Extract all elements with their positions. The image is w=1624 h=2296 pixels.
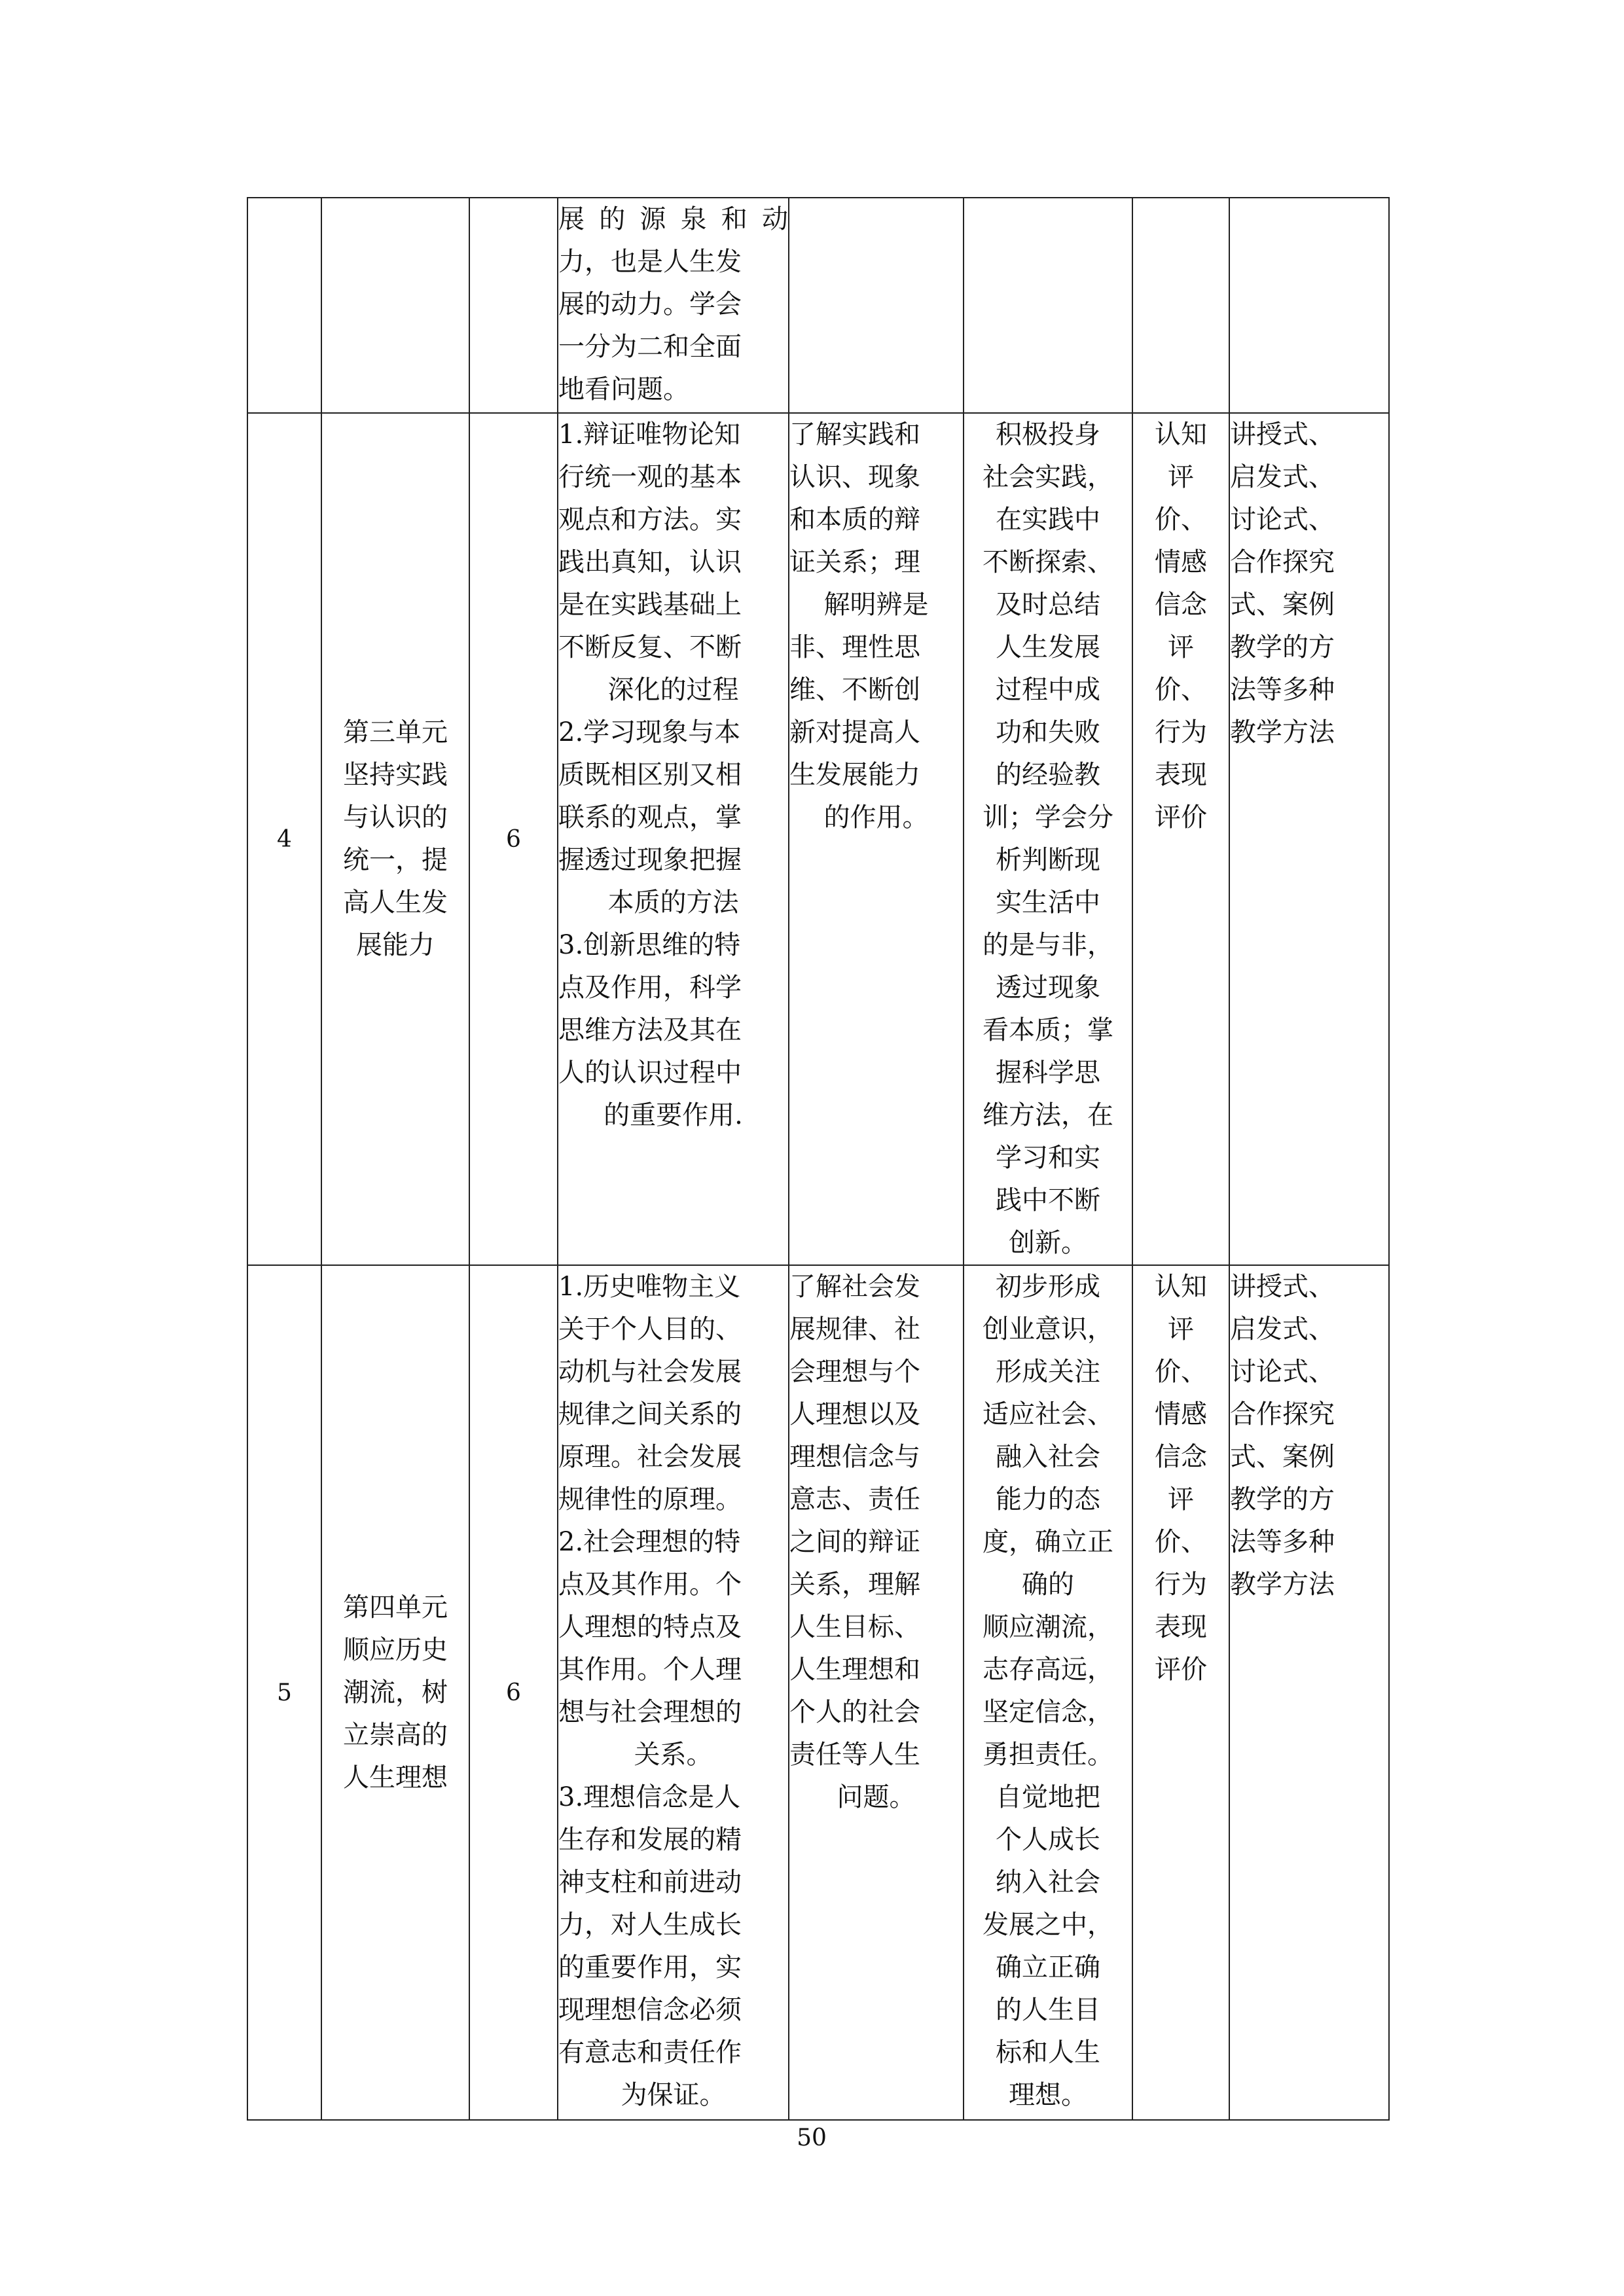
text-line: 为保证。 [621, 2080, 726, 2110]
teaching-content-cell [558, 1265, 789, 2120]
text-line: 标和人生 [996, 2037, 1100, 2068]
text-line: 个人成长 [996, 1825, 1100, 1855]
text-line: 2.学习现象与本 [558, 717, 741, 747]
text-line: 其作用。个人理 [558, 1655, 742, 1685]
text-line: 践出真知，认识 [558, 547, 742, 577]
text-line: 纳入社会 [996, 1867, 1100, 1897]
text-line: 想与社会理想的 [558, 1697, 742, 1727]
text-line: 人理想的特点及 [558, 1612, 742, 1642]
text-line: 维、不断创 [789, 675, 920, 705]
evaluation-cell [1132, 1265, 1229, 2120]
text-line: 行为 [1155, 717, 1207, 747]
text-line: 非、理性思 [789, 632, 920, 662]
text-line: 深化的过程 [607, 675, 739, 705]
text-line: 第三单元 [343, 717, 448, 747]
text-line: 过程中成 [996, 675, 1100, 705]
text-line: 顺应潮流， [983, 1612, 1113, 1642]
text-line: 及时总结 [996, 590, 1100, 620]
unit-number: 5 [277, 1679, 292, 1706]
text-line: 展的源泉和动 [558, 204, 788, 234]
unit-title-cell [321, 413, 469, 1265]
text-line: 责任等人生 [789, 1740, 920, 1770]
text-line: 1.历史唯物主义 [558, 1272, 741, 1302]
text-line: 践中不断 [996, 1185, 1100, 1215]
text-line: 点及其作用。个 [558, 1570, 742, 1600]
text-line: 确立正确 [996, 1952, 1100, 1982]
text-line: 之间的辩证 [789, 1527, 920, 1557]
text-line: 认知 [1155, 420, 1207, 450]
text-line: 评 [1168, 1314, 1194, 1344]
text-line: 关系，理解 [789, 1570, 920, 1600]
text-line: 训；学会分 [983, 802, 1113, 833]
text-line: 人生理想和 [789, 1655, 920, 1685]
text-line: 神支柱和前进动 [558, 1867, 742, 1897]
text-line: 统一，提 [343, 845, 448, 875]
text-line: 会理想与个 [789, 1357, 920, 1387]
text-line: 立崇高的 [343, 1719, 448, 1750]
class-hours: 6 [506, 1679, 521, 1706]
evaluation-cell [1132, 413, 1229, 1265]
text-line: 了解社会发 [789, 1272, 920, 1302]
text-line: 新对提高人 [789, 717, 920, 747]
text-line: 融入社会 [996, 1442, 1100, 1472]
attitude-goal-cell [964, 198, 1132, 413]
page-number: 50 [797, 2125, 827, 2151]
attitude-goal-cell [964, 1265, 1132, 2120]
text-line: 的人生目 [996, 1995, 1100, 2025]
text-line: 关系。 [634, 1740, 713, 1770]
text-line: 教学的方 [1230, 632, 1335, 662]
text-line: 功和失败 [996, 717, 1100, 747]
text-line: 初步形成 [996, 1272, 1100, 1302]
text-line: 和本质的辩 [789, 505, 920, 535]
text-line: 实生活中 [996, 888, 1100, 918]
text-line: 认知 [1155, 1272, 1207, 1302]
text-line: 理想。 [1009, 2080, 1087, 2110]
text-line: 教学方法 [1230, 1570, 1335, 1600]
text-line: 是在实践基础上 [558, 590, 742, 620]
text-line: 的重要作用，实 [558, 1952, 742, 1982]
text-line: 质既相区别又相 [558, 760, 742, 790]
class-hours-cell [469, 413, 558, 1265]
text-line: 人生发展 [996, 632, 1100, 662]
text-line: 志存高远， [983, 1655, 1113, 1685]
text-line: 联系的观点，掌 [558, 802, 742, 833]
text-line: 讨论式、 [1230, 505, 1335, 535]
text-line: 关于个人目的、 [558, 1314, 742, 1344]
text-line: 度，确立正 [983, 1527, 1113, 1557]
syllabus-table [247, 197, 1390, 2121]
text-line: 展规律、社 [789, 1314, 920, 1344]
text-line: 坚定信念， [983, 1697, 1113, 1727]
text-line: 现理想信念必须 [558, 1995, 742, 2025]
teaching-methods-cell [1229, 413, 1389, 1265]
text-line: 握科学思 [996, 1058, 1100, 1088]
text-line: 理想信念与 [789, 1442, 920, 1472]
table-row [247, 413, 1389, 1265]
text-line: 勇担责任。 [983, 1740, 1113, 1770]
text-line: 的是与非， [983, 930, 1113, 960]
evaluation-cell [1132, 198, 1229, 413]
unit-number-cell [247, 413, 321, 1265]
table-row [247, 198, 1389, 413]
text-line: 看本质；掌 [983, 1015, 1113, 1045]
text-line: 信念 [1155, 1442, 1207, 1472]
text-line: 地看问题。 [558, 374, 689, 404]
text-line: 与认识的 [343, 802, 448, 833]
unit-number: 4 [277, 825, 292, 853]
unit-number-cell [247, 1265, 321, 2120]
text-line: 点及作用，科学 [558, 973, 742, 1003]
knowledge-goal-cell [789, 1265, 964, 2120]
text-line: 评价 [1155, 802, 1207, 833]
text-line: 规律之间关系的 [558, 1399, 742, 1429]
text-line: 评 [1168, 1484, 1194, 1515]
teaching-content-cell [558, 198, 789, 413]
text-line: 确的 [1022, 1570, 1074, 1600]
class-hours-cell [469, 198, 558, 413]
text-line: 创业意识， [983, 1314, 1113, 1344]
text-line: 人理想以及 [789, 1399, 920, 1429]
text-line: 教学方法 [1230, 717, 1335, 747]
text-line: 本质的方法 [607, 888, 739, 918]
class-hours: 6 [506, 825, 521, 853]
unit-title-cell [321, 198, 469, 413]
text-line: 适应社会、 [983, 1399, 1113, 1429]
text-line: 合作探究 [1230, 547, 1335, 577]
text-line: 展的动力。学会 [558, 289, 742, 319]
text-line: 了解实践和 [789, 420, 920, 450]
text-line: 社会实践， [983, 462, 1113, 492]
text-line: 人生理想 [343, 1762, 448, 1793]
attitude-goal-cell [964, 413, 1132, 1265]
text-line: 评 [1168, 632, 1194, 662]
text-line: 动机与社会发展 [558, 1357, 742, 1387]
text-line: 观点和方法。实 [558, 505, 742, 535]
text-line: 析判断现 [996, 845, 1100, 875]
text-line: 式、案例 [1230, 590, 1335, 620]
teaching-content-cell [558, 413, 789, 1265]
text-line: 人的认识过程中 [558, 1058, 742, 1088]
text-line: 个人的社会 [789, 1697, 920, 1727]
text-line: 价、 [1155, 1527, 1207, 1557]
text-line: 有意志和责任作 [558, 2037, 742, 2068]
knowledge-goal-cell [789, 413, 964, 1265]
text-line: 规律性的原理。 [558, 1484, 742, 1515]
text-line: 原理。社会发展 [558, 1442, 742, 1472]
text-line: 创新。 [1009, 1228, 1087, 1258]
text-line: 法等多种 [1230, 675, 1335, 705]
text-line: 能力的态 [996, 1484, 1100, 1515]
text-line: 潮流，树 [343, 1677, 448, 1708]
text-line: 形成关注 [996, 1357, 1100, 1387]
text-line: 情感 [1155, 1399, 1207, 1429]
text-line: 启发式、 [1230, 462, 1335, 492]
text-line: 价、 [1155, 675, 1207, 705]
text-line: 启发式、 [1230, 1314, 1335, 1344]
text-line: 讲授式、 [1230, 1272, 1335, 1302]
text-line: 教学的方 [1230, 1484, 1335, 1515]
text-line: 法等多种 [1230, 1527, 1335, 1557]
text-line: 力，也是人生发 [558, 247, 742, 277]
text-line: 信念 [1155, 590, 1207, 620]
text-line: 3.理想信念是人 [558, 1782, 741, 1812]
text-line: 讲授式、 [1230, 420, 1335, 450]
text-line: 价、 [1155, 505, 1207, 535]
text-line: 合作探究 [1230, 1399, 1335, 1429]
text-line: 问题。 [837, 1782, 916, 1812]
text-line: 发展之中， [983, 1910, 1113, 1940]
text-line: 一分为二和全面 [558, 332, 742, 362]
text-line: 生发展能力 [789, 760, 920, 790]
text-line: 意志、责任 [789, 1484, 920, 1515]
text-line: 顺应历史 [343, 1634, 448, 1665]
text-line: 的作用。 [823, 802, 929, 833]
teaching-methods-cell [1229, 1265, 1389, 2120]
text-line: 不断探索、 [983, 547, 1113, 577]
text-line: 力，对人生成长 [558, 1910, 742, 1940]
text-line: 学习和实 [996, 1143, 1100, 1173]
text-line: 认识、现象 [789, 462, 920, 492]
text-line: 行统一观的基本 [558, 462, 742, 492]
text-line: 式、案例 [1230, 1442, 1335, 1472]
table-body [247, 198, 1389, 2120]
teaching-methods-cell [1229, 198, 1389, 413]
text-line: 表现 [1155, 1612, 1207, 1642]
text-line: 讨论式、 [1230, 1357, 1335, 1387]
text-line: 坚持实践 [343, 760, 448, 790]
text-line: 2.社会理想的特 [558, 1527, 741, 1557]
text-line: 解明辨是 [823, 590, 929, 620]
table-row [247, 1265, 1389, 2120]
text-line: 不断反复、不断 [558, 632, 742, 662]
text-line: 思维方法及其在 [558, 1015, 742, 1045]
text-line: 维方法，在 [983, 1100, 1113, 1130]
text-line: 表现 [1155, 760, 1207, 790]
text-line: 3.创新思维的特 [558, 930, 741, 960]
text-line: 握透过现象把握 [558, 845, 742, 875]
text-line: 价、 [1155, 1357, 1207, 1387]
text-line: 的重要作用. [604, 1100, 743, 1130]
text-line: 评价 [1155, 1655, 1207, 1685]
text-line: 评 [1168, 462, 1194, 492]
unit-number-cell [247, 198, 321, 413]
knowledge-goal-cell [789, 198, 964, 413]
unit-title-cell [321, 1265, 469, 2120]
text-line: 人生目标、 [789, 1612, 920, 1642]
text-line: 行为 [1155, 1570, 1207, 1600]
text-line: 展能力 [356, 930, 435, 960]
text-line: 第四单元 [343, 1592, 448, 1623]
text-line: 积极投身 [996, 420, 1100, 450]
text-line: 的经验教 [996, 760, 1100, 790]
text-line: 证关系；理 [789, 547, 920, 577]
text-line: 自觉地把 [996, 1782, 1100, 1812]
text-line: 情感 [1155, 547, 1207, 577]
text-line: 生存和发展的精 [558, 1825, 742, 1855]
text-line: 透过现象 [996, 973, 1100, 1003]
class-hours-cell [469, 1265, 558, 2120]
text-line: 高人生发 [343, 888, 448, 918]
text-line: 1.辩证唯物论知 [558, 420, 741, 450]
text-line: 在实践中 [996, 505, 1100, 535]
